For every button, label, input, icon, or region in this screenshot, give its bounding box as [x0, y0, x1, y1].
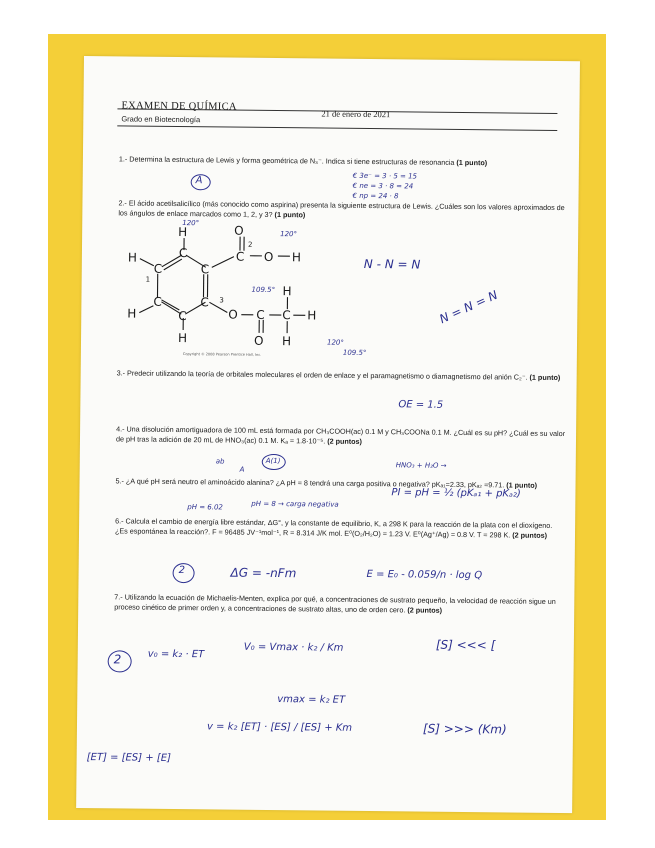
atom-o-hydroxyl: O	[263, 249, 274, 264]
question-3	[117, 368, 567, 383]
q2-angle-3: 109.5°	[251, 285, 276, 295]
atom-h-top: H	[178, 224, 188, 240]
question-1	[119, 154, 569, 169]
q2-side-2: 109.5°	[342, 348, 367, 357]
q7-v0-first-order: V₀ = Vmax · k₂ / Km	[243, 641, 344, 654]
question-6-points: (2 puntos)	[512, 530, 548, 540]
q1-note-3: € np = 24 · 8	[352, 191, 399, 201]
q7-vmax: vmax = k₂ ET	[277, 694, 346, 706]
q4-circle-label: A	[239, 465, 245, 474]
atom-c6: C	[153, 261, 163, 276]
atom-c-methyl: C	[282, 308, 291, 323]
q6-nernst: E = E₀ - 0.059/n · log Q	[366, 568, 483, 582]
question-4-text: 4.- Una disolución amortiguadora de 100 mL está formada por CH₃COOH(ac) 0.1 M y CH₃COONa 0.1 M. ¿Cuál es su pH? ¿Cuál es su valor de pH tras la adición de 20 mL de HNO₃(ac) 0.1 M. Kₐ = 1.8·10⁻⁵.	[115, 424, 566, 446]
question-5-text: 5.- ¿A qué pH será neutro el aminoácido alanina? ¿A pH = 8 tendrá una carga positiva o negativa? pKₐ₁=2.33, pKₐ₂ =9.71.	[115, 476, 505, 490]
atom-h-left-top: H	[127, 250, 137, 265]
exam-subtitle: Grado en Biotecnología	[121, 114, 201, 125]
atom-h-hydroxyl: H	[291, 250, 302, 265]
q2-angle-1: 120°	[182, 219, 200, 228]
q7-low-substrate: [S] <<< [	[435, 637, 496, 653]
angle-label-1: 1	[145, 275, 151, 284]
structure-credit: Copyright © 2008 Pearson Prentice Hall, Inc.	[182, 352, 262, 357]
atom-c-carboxyl: C	[235, 249, 245, 264]
angle-label-3: 3	[219, 296, 224, 305]
atom-o-carbonyl: O	[234, 223, 244, 238]
n3-structure-2: N = N = N	[437, 287, 500, 327]
atom-h-methyl-bottom: H	[281, 334, 292, 349]
q2-side-1: 120°	[326, 338, 344, 347]
q5-note-charge: pH = 8 → carga negativa	[251, 499, 339, 509]
question-6-text: 6.- Calcula el cambio de energía libre estándar, ΔG°, y la constante de equilibrio, K, a 298 K para la reacción de la plata con el dioxígeno. ¿Es espontánea la reacción?. F = 96485 JV⁻¹mol⁻¹, R = 8.314 J/K mol. E⁰(O₂/H₂O) = 1.23 V. E⁰(Ag⁺/Ag) = 0.8 V. T = 298 K.	[114, 516, 553, 540]
question-3-text: 3.- Predecir utilizando la teoría de orbitales moleculares el orden de enlace y el paramagnetismo o diamagnetismo del anión C₂⁻.	[116, 368, 528, 382]
q4-note-ab: ab	[215, 457, 225, 466]
q5-note-ph: pH = 6.02	[187, 503, 223, 512]
q1-circle-label: A	[195, 175, 203, 187]
q7-circle-label: 2	[113, 652, 122, 667]
exam-date: 21 de enero de 2021	[321, 108, 391, 120]
question-7-text: 7.- Utilizando la ecuación de Michaelis-Menten, explica por qué, a concentraciones de sustrato pequeño, la velocidad de reacción sigue un proceso cinético de primer orden y, a concentraciones de sustrato altas, uno de orden cero.	[114, 592, 556, 615]
question-1-points: (1 punto)	[456, 157, 488, 168]
q1-note-2: € ne = 3 · 8 = 24	[352, 181, 414, 191]
q1-note-1: € 3e⁻ = 3 · 5 = 15	[352, 171, 418, 181]
atom-o-ester: O	[228, 307, 238, 322]
q7-high-substrate: [S] >>> (Km)	[422, 721, 507, 737]
atom-c-ester: C	[256, 307, 265, 322]
exam-sheet	[76, 56, 580, 813]
angle-label-2: 2	[247, 240, 253, 249]
q6-circle-label: 2	[178, 565, 186, 577]
atom-h-methyl-right: H	[307, 308, 317, 323]
aspirin-lewis-structure	[101, 221, 332, 358]
question-2-points: (1 punto)	[274, 210, 306, 220]
question-7	[114, 592, 564, 617]
question-4-points: (2 puntos)	[327, 436, 363, 446]
exam-title: EXAMEN DE QUÍMICA	[121, 100, 237, 113]
question-6	[115, 516, 565, 541]
atom-h-left-bottom: H	[127, 306, 137, 321]
atom-o-ester-carbonyl: O	[253, 333, 264, 348]
q3-answer: OE = 1.5	[398, 399, 444, 411]
question-2-text: 2.- El ácido acetilsalicílico (más conocido como aspirina) presenta la siguiente estructura de Lewis. ¿Cuáles son los valores aproximados de los ángulos de enlace marcados como 1, 2, y 3?	[118, 198, 565, 219]
atom-h-methyl-top: H	[282, 284, 292, 299]
n3-structure-1: N - N = N	[363, 256, 421, 272]
q5-note-pi: PI = pH = ½ (pKₐ₁ + pKₐ₂)	[391, 487, 521, 500]
q6-delta-g: ΔG = -nFm	[230, 565, 297, 581]
q7-enzyme-balance: [ET] = [ES] + [E]	[86, 752, 172, 764]
atom-c5: C	[153, 294, 162, 309]
q7-mm-equation: v = k₂ [ET] · [ES] / [ES] + Km	[206, 721, 353, 734]
header-rule-bottom	[117, 125, 557, 131]
question-5-points: (1 punto)	[506, 480, 538, 490]
question-4	[116, 424, 566, 449]
atom-c4: C	[178, 309, 187, 324]
q2-angle-2: 120°	[280, 230, 298, 239]
q4-note-hno3: HNO₃ + H₂O →	[395, 461, 447, 470]
atom-c3: C	[200, 295, 209, 310]
question-1-text: 1.- Determina la estructura de Lewis y forma geométrica de N₃⁻. Indica si tiene estructuras de resonancia	[118, 154, 455, 167]
q4-note-a1: A(1)	[265, 456, 281, 466]
atom-c1: C	[178, 246, 188, 261]
question-7-points: (2 puntos)	[407, 605, 443, 615]
atom-c2: C	[200, 262, 210, 277]
atom-h-bottom: H	[177, 331, 188, 346]
q7-v0: v₀ = k₂ · ET	[147, 648, 205, 661]
question-3-points: (1 punto)	[529, 372, 561, 383]
